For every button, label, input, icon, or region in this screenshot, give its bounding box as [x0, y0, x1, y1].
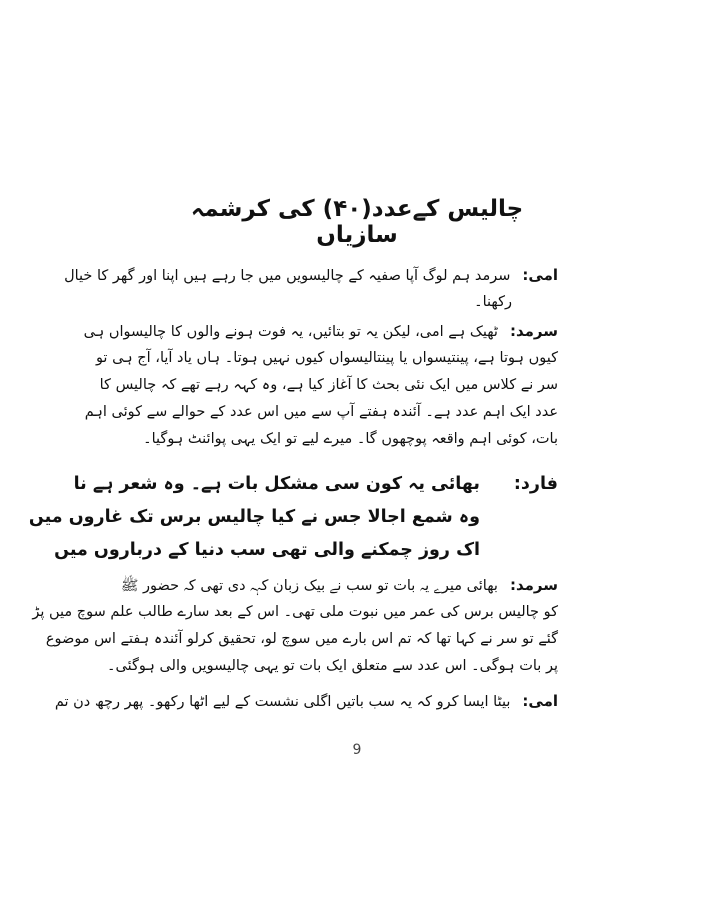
line-text: ٹھیک ہے امی، لیکن یہ تو بتائیں، یہ فوت ہونے والوں کا چالیسواں ہی — [83, 324, 498, 340]
text-line: پر بات ہوگی۔ اس عدد سے متعلق ایک بات تو یہی چالیسویں والی ہوگئی۔ — [106, 658, 558, 674]
speaker-label: فارد: — [513, 474, 558, 494]
speaker-label: امی: — [522, 692, 558, 710]
line-text: بیٹا ایسا کرو کہ یہ سب باتیں اگلی نشست کے لیے اٹھا رکھو۔ پھر رچھ دن تم — [54, 694, 511, 710]
line-text: بھائی یہ کون سی مشکل بات ہے۔ وہ شعر ہے نا — [73, 474, 480, 494]
text-line: عدد ایک اہم عدد ہے۔ آئندہ ہفتے آپ سے میں اس عدد کے حوالے سے کوئی اہم — [84, 404, 558, 420]
text-line: بات، کوئی اہم واقعہ پوچھوں گا۔ میرے لیے تو ایک یہی پوائنٹ ہوگیا۔ — [143, 431, 558, 447]
text-line: کو چالیس برس کی عمر میں نبوت ملی تھی۔ اس کے بعد سارے طالب علم سوچ میں پڑ — [32, 604, 558, 620]
paragraph-ammi-2 — [54, 688, 558, 715]
paragraph-sarmad-1 — [83, 318, 558, 453]
text-line — [54, 688, 558, 715]
speaker-label: سرمد: — [509, 576, 558, 594]
paragraph-ammi-1 — [64, 262, 558, 316]
page-title: چالیس کےعدد(۴۰) کی کرشمہ سازیاں — [190, 196, 524, 248]
poem-line — [73, 468, 558, 501]
page-number: 9 — [352, 742, 362, 758]
text-line: کیوں ہوتا ہے، پینتیسواں یا پینتالیسواں کیوں نہیں ہوتا۔ ہاں یاد آیا، آج ہی تو — [95, 350, 558, 366]
line-text: سرمد ہم لوگ آپا صفیہ کے چالیسویں میں جا رہے ہیں اپنا اور گھر کا خیال — [64, 268, 511, 284]
poem-line: وہ شمع اجالا جس نے کیا چالیس برس تک غاروں میں — [28, 507, 480, 527]
poem-line: اک روز چمکنے والی تھی سب دنیا کے درباروں میں — [54, 540, 480, 560]
text-line: گئے تو سر نے کہا تھا کہ تم اس بارے میں سوچ لو، تحقیق کرلو آئندہ ہفتے اس موضوع — [45, 631, 558, 647]
speaker-label: امی: — [522, 266, 558, 284]
speaker-label: سرمد: — [509, 322, 558, 340]
text-line — [83, 318, 558, 345]
text-line: رکھنا۔ — [474, 294, 512, 310]
text-line: سر نے کلاس میں ایک نئی بحث کا آغاز کیا ہے، وہ کہہ رہے تھے کہ چالیس کا — [99, 377, 558, 393]
text-line — [64, 262, 558, 289]
line-text: بھائی میرے یہ بات تو سب نے بیک زبان کہہ دی تھی کہ حضور ﷺ — [120, 578, 498, 594]
poem-block — [28, 468, 558, 567]
text-line — [120, 572, 558, 599]
paragraph-sarmad-2 — [32, 572, 558, 680]
